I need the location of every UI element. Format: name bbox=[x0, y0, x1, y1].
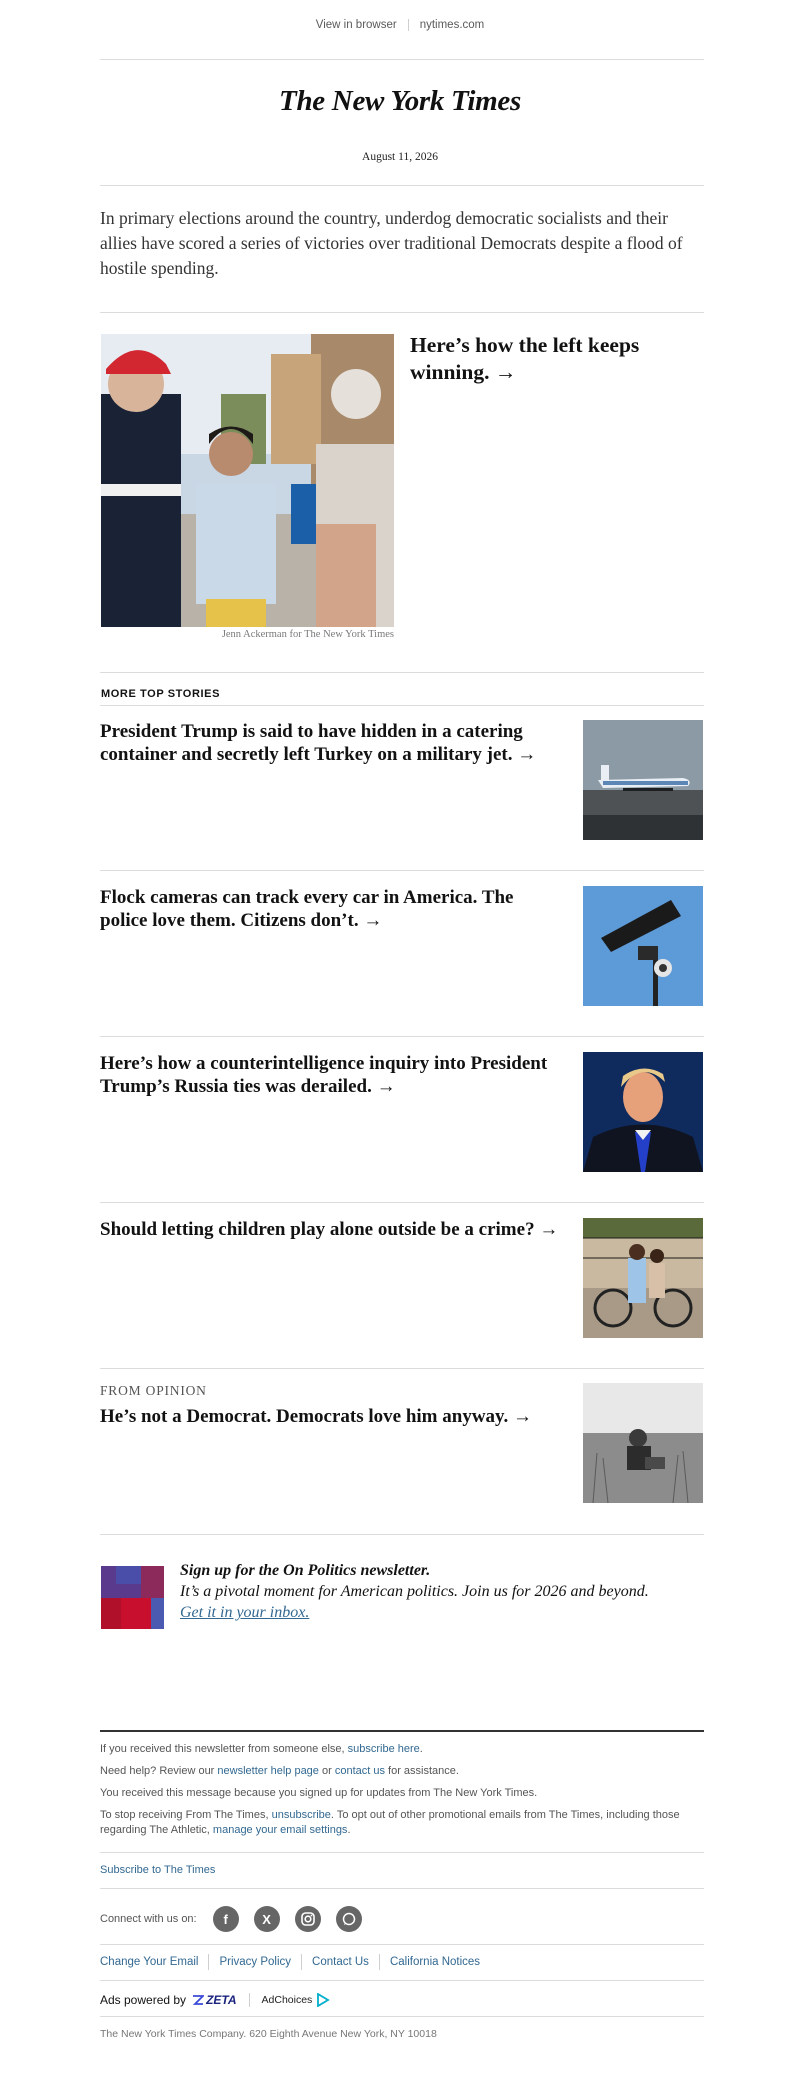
footer-divider bbox=[100, 1730, 704, 1732]
divider bbox=[100, 1368, 704, 1369]
promo-body: It’s a pivotal moment for American politics. Join us for 2026 and beyond. bbox=[180, 1583, 649, 1600]
lead-story-headline[interactable]: Here’s how the left keeps winning. → bbox=[410, 333, 640, 384]
story-thumbnail[interactable] bbox=[583, 1218, 703, 1338]
divider bbox=[100, 1036, 704, 1037]
contact-us-inline-link[interactable]: contact us bbox=[334, 1765, 385, 1777]
whatsapp-icon[interactable] bbox=[336, 1906, 362, 1932]
view-in-browser-link[interactable]: View in browser bbox=[315, 19, 397, 31]
divider bbox=[100, 312, 704, 313]
divider bbox=[100, 1980, 704, 1981]
newsletter-date: August 11, 2026 bbox=[362, 151, 438, 163]
opinion-kicker: FROM OPINION bbox=[100, 1383, 207, 1398]
footer-links-divider bbox=[208, 1954, 209, 1970]
masthead-logo[interactable]: The New York Times bbox=[279, 85, 521, 117]
manage-email-settings-link[interactable]: manage your email settings bbox=[212, 1824, 348, 1836]
footer-line-help: Need help? Review our newsletter help page or contact us for assistance. bbox=[100, 1765, 459, 1777]
subscribe-here-link[interactable]: subscribe here bbox=[347, 1743, 420, 1755]
instagram-icon[interactable] bbox=[295, 1906, 321, 1932]
divider bbox=[100, 1888, 704, 1889]
story-item bbox=[100, 886, 704, 1010]
on-politics-newsletter-image bbox=[101, 1566, 164, 1629]
get-it-in-inbox-link[interactable]: Get it in your inbox. bbox=[180, 1604, 310, 1621]
privacy-policy-link[interactable]: Privacy Policy bbox=[219, 1956, 292, 1968]
footer-links bbox=[100, 1954, 480, 1970]
newsletter-help-link[interactable]: newsletter help page bbox=[217, 1765, 319, 1777]
top-links-divider bbox=[408, 19, 409, 31]
divider bbox=[100, 185, 704, 186]
lead-story-photo[interactable] bbox=[101, 334, 394, 627]
story-item bbox=[100, 720, 704, 844]
photo-credit: Jenn Ackerman for The New York Times bbox=[221, 629, 394, 640]
x-icon[interactable]: X bbox=[254, 1906, 280, 1932]
divider bbox=[100, 2016, 704, 2017]
divider bbox=[100, 1202, 704, 1203]
promo-title: Sign up for the On Politics newsletter. bbox=[180, 1562, 431, 1579]
ads-divider bbox=[249, 1993, 250, 2007]
adchoices-icon[interactable] bbox=[316, 1993, 330, 2007]
story-thumbnail[interactable] bbox=[583, 720, 703, 840]
top-links-bar bbox=[0, 0, 800, 50]
company-address: The New York Times Company. 620 Eighth Avenue New York, NY 10018 bbox=[100, 2028, 437, 2040]
divider bbox=[100, 705, 704, 706]
story-thumbnail[interactable] bbox=[583, 886, 703, 1006]
social-links bbox=[100, 1905, 362, 1933]
change-email-link[interactable]: Change Your Email bbox=[100, 1956, 199, 1968]
story-headline[interactable]: Flock cameras can track every car in America. The police love them. Citizens don’t. → bbox=[100, 887, 514, 931]
newsletter-promo bbox=[180, 1560, 680, 1623]
footer-links-divider bbox=[379, 1954, 380, 1970]
california-notices-link[interactable]: California Notices bbox=[389, 1956, 481, 1968]
divider bbox=[100, 870, 704, 871]
subscribe-to-times-link[interactable]: Subscribe to The Times bbox=[100, 1864, 216, 1876]
story-thumbnail[interactable] bbox=[583, 1383, 703, 1503]
intro-text: In primary elections around the country, underdog democratic socialists and their allies have scored a series of victories over traditional Democrats despite a flood of hostile spending. bbox=[100, 208, 683, 278]
story-headline[interactable]: Here’s how a counterintelligence inquiry into President Trump’s Russia ties was derailed. → bbox=[100, 1053, 548, 1097]
divider bbox=[100, 1534, 704, 1535]
unsubscribe-link[interactable]: unsubscribe bbox=[271, 1809, 331, 1821]
story-headline[interactable]: Should letting children play alone outside be a crime? → bbox=[100, 1219, 559, 1240]
divider bbox=[100, 672, 704, 673]
footer-line-unsubscribe: To stop receiving From The Times, unsubscribe. To opt out of other promotional emails from The Times, including those regarding The Athletic, manage your email settings. bbox=[100, 1809, 680, 1836]
contact-us-link[interactable]: Contact Us bbox=[312, 1956, 369, 1968]
nytimes-link[interactable]: nytimes.com bbox=[419, 19, 485, 31]
ads-bar bbox=[100, 1990, 330, 2010]
footer-line-forwarded: If you received this newsletter from someone else, subscribe here. bbox=[100, 1743, 423, 1755]
ads-powered-label: Ads powered by bbox=[100, 1993, 187, 2007]
footer-links-divider bbox=[301, 1954, 302, 1970]
story-headline[interactable]: He’s not a Democrat. Democrats love him anyway. → bbox=[100, 1406, 532, 1427]
divider bbox=[100, 1944, 704, 1945]
divider bbox=[100, 1852, 704, 1853]
section-label-more-top-stories: MORE TOP STORIES bbox=[101, 688, 221, 700]
connect-label: Connect with us on: bbox=[100, 1913, 197, 1925]
story-item bbox=[100, 1052, 704, 1176]
story-thumbnail[interactable] bbox=[583, 1052, 703, 1172]
story-headline[interactable]: President Trump is said to have hidden in a catering container and secretly left Turkey on a military jet. → bbox=[100, 721, 537, 765]
divider bbox=[100, 59, 704, 60]
story-item bbox=[100, 1383, 704, 1507]
facebook-icon[interactable]: f bbox=[213, 1906, 239, 1932]
footer-line-reason: You received this message because you signed up for updates from The New York Times. bbox=[100, 1787, 538, 1799]
story-item bbox=[100, 1218, 704, 1342]
adchoices-label[interactable]: AdChoices bbox=[261, 1994, 313, 2006]
zeta-logo-icon[interactable]: ZETA bbox=[192, 1993, 236, 2007]
